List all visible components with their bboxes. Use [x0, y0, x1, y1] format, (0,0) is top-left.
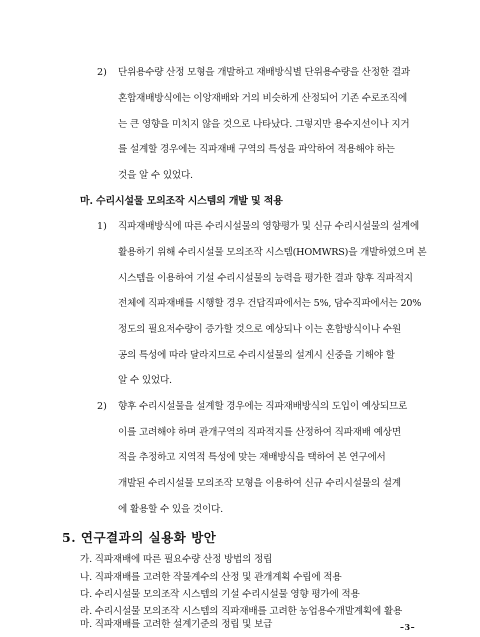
ma-item1-line-6: 공의 특성에 따라 달라지므로 수리시설물의 설계시 신중을 기해야 할: [118, 350, 395, 361]
ma-item1-line-4: 전체에 직파재배를 시행할 경우 건답직파에서는 5%, 담수직파에서는 20%: [118, 298, 422, 309]
ma-item1-line-2: 활용하기 위해 수리시설물 모의조작 시스템(HOMWRS)을 개발하였으며 본: [118, 247, 427, 258]
ma-item2-line-2: 이를 고려해야 하며 관개구역의 직파적지를 산정하여 직파재배 예상면: [118, 427, 401, 438]
para2-line-4: 를 설계할 경우에는 직파재배 구역의 특성을 파악하여 적용해야 하는: [118, 144, 395, 155]
para2-line-1: 단위용수량 산정 모형을 개발하고 재배방식별 단위용수량을 산정한 결과: [118, 67, 410, 78]
ma-item2-line-5: 에 활용할 수 있을 것이다.: [118, 504, 223, 515]
section5-heading: 5. 연구결과의 실용화 방안: [62, 530, 217, 545]
ma-item2-number: 2): [97, 401, 107, 412]
para2-number: 2): [97, 67, 107, 78]
page-number: –3–: [400, 622, 416, 632]
ma-item1-line-3: 시스템을 이용하여 기설 수리시설물의 능력을 평가한 결과 향후 직파적지: [118, 273, 413, 284]
ma-item2-line-4: 개발된 수리시설물 모의조작 모형을 이용하여 신규 수리시설물의 설계: [118, 478, 401, 489]
ma-item1-line-1: 직파재배방식에 따른 수리시설물의 영향평가 및 신규 수리시설물의 설계에: [118, 221, 420, 232]
section5-item-1: 가. 직파재배에 따른 필요수량 산정 방법의 정립: [80, 554, 273, 565]
para2-line-2: 혼합재배방식에는 이앙재배와 거의 비슷하게 산정되어 기존 수로조직에: [118, 93, 408, 104]
section5-item-3: 다. 수리시설물 모의조작 시스템의 기설 수리시설물 영향 평가에 적용: [80, 589, 360, 600]
section-ma-heading: 마. 수리시설물 모의조작 시스템의 개발 및 적용: [80, 196, 283, 207]
section5-item-2: 나. 직파재배를 고려한 작물계수의 산정 및 관개계획 수립에 적용: [80, 572, 342, 583]
ma-item1-number: 1): [97, 221, 107, 232]
para2-line-3: 는 큰 영향을 미치지 않을 것으로 나타났다. 그렇지만 용수지선이나 지거: [118, 119, 410, 130]
section5-item-5: 마. 직파재배를 고려한 설계기준의 정립 및 보급: [80, 619, 273, 630]
ma-item2-line-1: 향후 수리시설물을 설계할 경우에는 직파재배방식의 도입이 예상되므로: [118, 401, 408, 412]
ma-item2-line-3: 적을 추정하고 지역적 특성에 맞는 재배방식을 택하여 본 연구에서: [118, 452, 386, 463]
para2-line-5: 것을 알 수 있었다.: [118, 170, 193, 181]
section5-item-4: 라. 수리시설물 모의조작 시스템의 직파재배를 고려한 농업용수개발계획에 활용: [80, 606, 403, 617]
ma-item1-line-5: 정도의 필요저수량이 증가할 것으로 예상되나 이는 혼합방식이나 수원: [118, 324, 401, 335]
ma-item1-line-7: 알 수 있었다.: [118, 375, 172, 386]
